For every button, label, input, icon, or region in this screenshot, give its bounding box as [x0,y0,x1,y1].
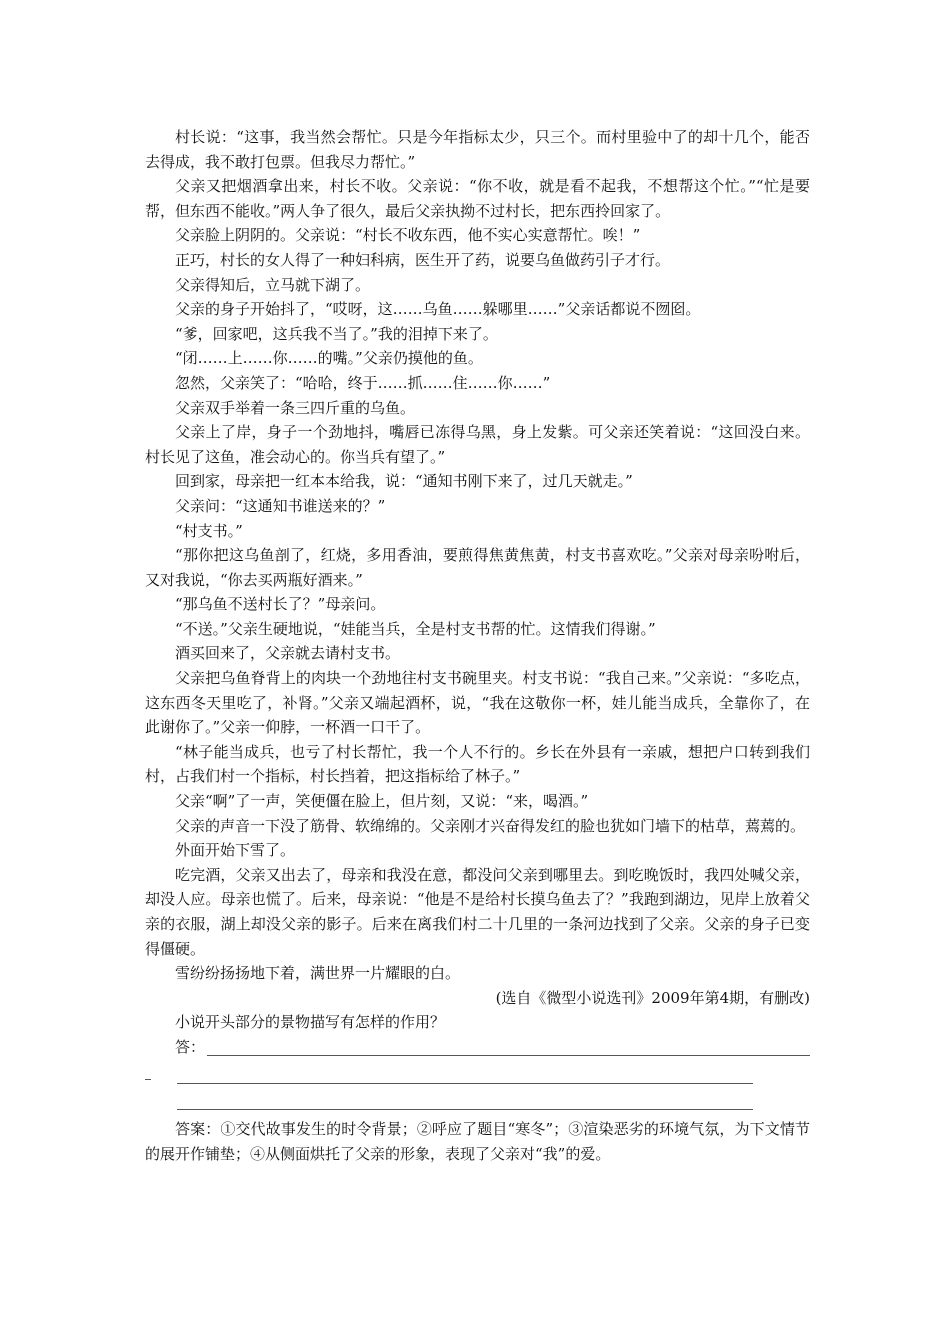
question-text: 小说开头部分的景物描写有怎样的作用？ [175,1013,446,1032]
answer-text: 答案：①交代故事发生的时令背景；②呼应了题目“寒冬”；③渲染恶劣的环境气氛，为下文情节的展开作铺垫；④从侧面烘托了父亲的形象，表现了父亲对“我”的爱。 [145,1119,810,1163]
paragraph-12: 回到家，母亲把一红本本给我，说：“通知书刚下来了，过几天就走。” [175,472,633,491]
paragraph-16: “那乌鱼不送村长了？”母亲问。 [175,595,386,614]
paragraph-1: 村长说：“这事，我当然会帮忙。只是今年指标太少，只三个。而村里验中了的却十几个，能否去得成，我不敢打包票。但我尽力帮忙。” [145,128,810,171]
paragraph-4: 正巧，村长的女人得了一种妇科病，医生开了药，说要乌鱼做药引子才行。 [175,250,671,269]
answer-blank-line-2[interactable] [177,1083,753,1084]
source-citation: (选自《微型小说选刊》2009年第4期，有删改) [495,988,810,1007]
answer-label: 答： [175,1037,206,1056]
paragraph-20: “林子能当成兵，也亏了村长帮忙，我一个人不行的。乡长在外县有一亲戚，想把户口转到我们村，占我们村一个指标，村长挡着，把这指标给了林子。” [145,742,810,786]
paragraph-13: 父亲问：“这通知书谁送来的？” [175,496,386,515]
paragraph-19: 父亲把乌鱼脊背上的肉块一个劲地往村支书碗里夹。村支书说：“我自己来。”父亲说：“多吃点，这东西冬天里吃了，补肾。”父亲又端起酒杯，说，“我在这敬你一杯，娃儿能当成兵，全靠你了，在此谢你了。”父亲一仰脖，一杯酒一口干了。 [145,669,810,737]
paragraph-24: 吃完酒，父亲又出去了，母亲和我没在意，都没问父亲到哪里去。到吃晚饭时，我四处喊父亲，却没人应。母亲也慌了。后来，母亲说：“他是不是给村长摸乌鱼去了？”我跑到湖边，见岸上放着父亲的衣服，湖上却没父亲的影子。后来在离我们村二十几里的一条河边找到了父亲。父亲的身子已变得僵硬。 [145,865,810,958]
document-body [145,125,810,1166]
answer-row [145,1035,810,1061]
paragraph-11: 父亲上了岸，身子一个劲地抖，嘴唇已冻得乌黑，身上发紫。可父亲还笑着说：“这回没白来。村长见了这鱼，准会动心的。你当兵有望了。” [145,423,810,466]
paragraph-14: “村支书。” [175,521,243,540]
paragraph-17: “不送。”父亲生硬地说，“娃能当兵，全是村支书帮的忙。这情我们得谢。” [175,619,656,638]
paragraph-10: 父亲双手举着一条三四斤重的乌鱼。 [175,398,416,417]
answer-row-3 [145,1087,810,1111]
paragraph-25: 雪纷纷扬扬地下着，满世界一片耀眼的白。 [175,964,461,983]
paragraph-5: 父亲得知后，立马就下湖了。 [175,275,371,294]
answer-blank-line-3[interactable] [177,1109,753,1110]
paragraph-23: 外面开始下雪了。 [175,841,296,860]
paragraph-7: “爹，回家吧，这兵我不当了。”我的泪掉下来了。 [175,324,498,343]
paragraph-15: “那你把这乌鱼剖了，红烧，多用香油，要煎得焦黄焦黄，村支书喜欢吃。”父亲对母亲吩咐后，又对我说，“你去买两瓶好酒来。” [145,546,810,589]
paragraph-18: 酒买回来了，父亲就去请村支书。 [175,644,401,663]
paragraph-3: 父亲脸上阴阴的。父亲说：“村长不收东西，他不实心实意帮忙。唉！” [175,226,641,245]
paragraph-2: 父亲又把烟酒拿出来，村长不收。父亲说：“你不收，就是看不起我，不想帮这个忙。”“忙是要帮，但东西不能收。”两人争了很久，最后父亲执拗不过村长，把东西拎回家了。 [145,177,810,220]
paragraph-6: 父亲的身子开始抖了，“哎呀，这……乌鱼……躲哪里……”父亲话都说不囫囵。 [175,300,701,319]
paragraph-22: 父亲的声音一下没了筋骨、软绵绵的。父亲刚才兴奋得发红的脸也犹如门墙下的枯草，蔫蔫的。 [175,816,806,835]
line-dash [145,1079,151,1080]
paragraph-21: 父亲“啊”了一声，笑便僵在脸上，但片刻，又说：“来，喝酒。” [175,792,589,811]
answer-row-2 [145,1061,810,1087]
paragraph-9: 忽然，父亲笑了：“哈哈，终于……抓……住……你……” [175,373,551,392]
paragraph-8: “闭……上……你……的嘴。”父亲仍摸他的鱼。 [175,349,483,368]
answer-blank-line-1[interactable] [207,1055,810,1056]
